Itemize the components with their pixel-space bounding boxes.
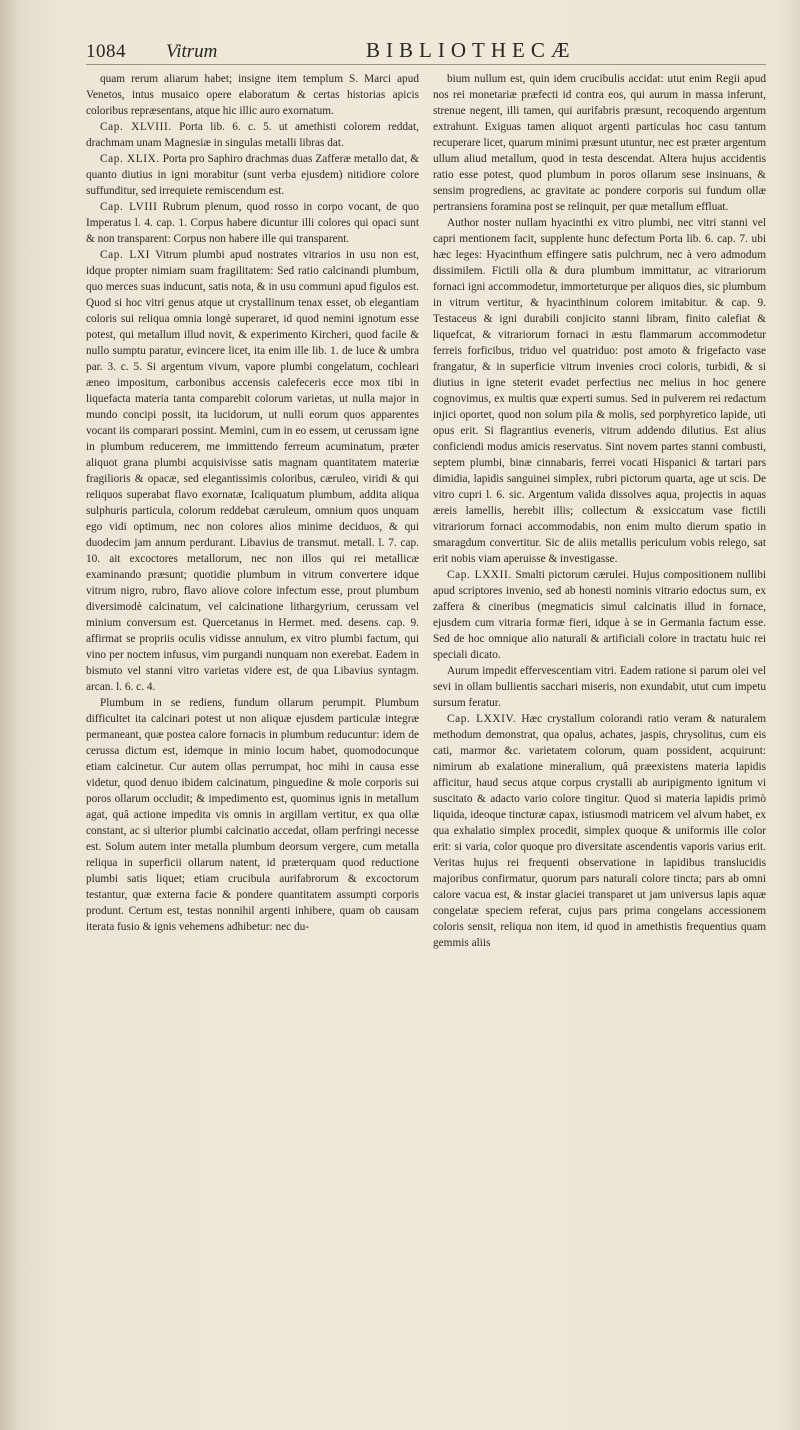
paragraph-text: Hæc crystallum colorandi ratio veram & naturalem methodum demonstrat, qua opalus, achates, jaspis, chrysolitus, cum eis cati, marmor &c. varietatem colorum, quam possident, acquirunt: nimirum ab exalatione mineralium, quâ præexistens materia lapidis afficitur, haud secus atque corpus crystalli ab auripigmento ignitum vi suscitato & adacto vario colore tingitur. Quod si materia lapidis primò liquida, ideoque tincturæ capax, istiusmodi matricem vel alvum habet, ex qua exhalatio simplex procedit, simplex quoque & uniformis ille color erit: si varia, color quoque pro diversitate ascendentis vaporis varius erit. Veritas hujus rei frequenti observatione in lapidibus translucidis majoribus confirmatur, quorum pars naturali colore tincta; pars ab omni calore vacua est, & instar glaciei transparet ut jam universus lapis aquæ congelatæ speciem referat, cujus pars prima congelans accessionem coloris sensit, reliqua non item, id quod in amethistis frequentius quam gemmis aliis (433, 713, 767, 949)
paragraph (433, 71, 766, 215)
chapter-reference: Cap. XLVIII. (100, 121, 172, 133)
paragraph (433, 711, 766, 951)
running-header (86, 38, 766, 65)
paragraph-text: Rubrum plenum, quod rosso in corpo vocant, de quo Imperatus l. 4. cap. 1. Corpus habere dicuntur illi colores qui opaci sunt & non transparent: Corpus non habere ille qui transparent. (86, 201, 420, 245)
paragraph-text: quam rerum aliarum habet; insigne item templum S. Marci apud Venetos, intus musaico opere elaboratum & certas historias apicis coloribus repræsentans, atque hic illic auro exornatum. (86, 73, 419, 117)
paragraph (86, 199, 419, 247)
running-head-title: BIBLIOTHECÆ (366, 38, 576, 62)
paragraph (86, 695, 419, 935)
chapter-reference: Cap. LXXII. (447, 569, 512, 581)
paragraph (86, 247, 419, 695)
chapter-reference: Cap. LXXIV. (447, 713, 517, 725)
paragraph-text: Aurum impedit effervescentiam vitri. Eadem ratione si parum olei vel sevi in ollam bullientis sacchari miseris, non exundabit, utut cum impetu sursum feratur. (433, 665, 766, 709)
paragraph (86, 119, 419, 151)
paragraph-text: Porta lib. 6. c. 5. ut amethisti colorem reddat, drachmam unam Magnesiæ in singulas metalli libras dat. (86, 121, 419, 149)
chapter-reference: Cap. LVIII (100, 201, 158, 213)
paragraph (433, 663, 766, 711)
paragraph-text: Porta pro Saphiro drachmas duas Zafferæ metallo dat, & quanto diutius in igni morabitur (sunt verba ejusdem) nitidiore colore suffunditur, sed irrequiete remiscendum est. (86, 153, 419, 197)
chapter-reference: Cap. LXI (100, 249, 151, 261)
paragraph (86, 151, 419, 199)
paragraph-text: Plumbum in se rediens, fundum ollarum perumpit. Plumbum difficultet ita calcinari potest ut non aliquæ ejusdem particulæ integræ permaneant, quæ postea calore fornacis in plumbum reducuntur: idem de cerussa dictum est, idemque in minio locum habet, quomodocunque etiam calcinetur. Cur autem ollas perrumpat, hoc mihi in causa esse videtur, quod denuo ibidem calcinatum, pinguedine & mole corporis sui poros ollarum occludit; & impedimento est, quominus ignis in metallum agat, quâ actione impedita vis omnis in argillam vertitur, ex qua ollæ constant, ac si ulterior plumbi calcinatio accedat, ollam perfringi necesse est. Solum autem inter metalla plumbum deorsum vergere, cum metalla reliqua in superficii ollarum natent, id præterquam quod reductione plumbi satis liquet; etiam crucibula aurifabrorum & excoctorum testantur, quæ externa facie & pondere quantitatem assumpti corporis produnt. Certum est, testas nonnihil argenti inhibere, quam ob causam iterata fusio & ignis vehemens adhibetur: nec du- (86, 697, 419, 933)
paragraph-text: Vitrum plumbi apud nostrates vitrarios in usu non est, idque propter nimiam suam fragilitatem: Sed ratio calcinandi plumbum, quo merces suas inducunt, satis nota, & in usu communi apud figulos est. Quod si hoc vitri genus atque ut crystallinum tenax esset, ob elegantiam coloris sui reliqua omnia longè superaret, id quod nemini ignotum esse potest, qui metallum illud novit, & experimento Kircheri, quod facile & nullo sumptu paratur, evincere licet, ita enim ille lib. 1. de luce & umbra par. 3. c. 5. Si argentum vivum, vapore plumbi congelatum, cochleari æneo impositum, carbonibus accensis calefeceris ecce mox tibi in liquefacta materia tanta comparebit colorum varietas, ut nulla major in mundo concipi possit, ita lucidorum, ut nulli eorum quos apparentes vocant iis comparari possint. Memini, cum in eo essem, ut cerussam igne in plumbum reducerem, me immittendo ferreum acuminatum, præter aliquot grana plumbi acquisivisse satis magnam quantitatem materiæ fragilioris & opacæ, sed elegantissimis coloribus, cæruleo, viridi & qui reliquos superabat flavo exornatæ, Icaliquatum plumbum, addita aliqua sulphuris particula, colorum reddebat cæruleum, omnium quos unquam ego vidi optimum, nec non colores alios minime deciduos, & qui duodecim jam annum perdurant. Libavius de transmut. metall. l. 7. cap. 10. ait excoctores metallorum, nec non illos qui rei metallicæ examinando præsunt; quotidie plumbum in vitrum convertere idque vitrum nigro, rubro, flavo aliove colore infectum esse, prout plumbum diversimodè calcinatum, vel calcinatione lithargyrium, cerussam vel minium conversum est. Quercetanus in Hermet. med. desens. cap. 9. affirmat se propriis oculis vidisse annulum, ex vitro plumbi factum, qui vino per noctem infusus, vim purgandi nunquam non exerebat. Eadem in bismuto vel stanni vitro varietas videre est, de qua Libavius syntagm. arcan. l. 6. c. 4. (86, 249, 419, 693)
chapter-reference: Cap. XLIX. (100, 153, 160, 165)
paragraph (433, 567, 766, 663)
page-number: 1084 (86, 41, 126, 62)
right-column (433, 71, 766, 951)
running-head-left: Vitrum (166, 41, 218, 62)
paragraph (86, 71, 419, 119)
paragraph-text: Smalti pictorum cærulei. Hujus compositionem nullibi apud scriptores invenio, sed ab honesti nominis vitrario edoctus sum, ex zaffera & cineribus (megmaticis simul calcinatis illud in fornace, ejusdem cum vitraria formæ fieri, idque à se in Germania factum esse. Sed de hoc omnique alio naturali & artificiali colore in tractatu huic rei speciali dicato. (433, 569, 767, 661)
paragraph-text: Author noster nullam hyacinthi ex vitro plumbi, nec vitri stanni vel capri mentionem facit, supplente hunc defectum Porta lib. 6. cap. 7. ubi hæc leges: Hyacinthum effingere satis pulchrum, nec à vero admodum dissimilem. Fictili olla & dura plumbum immittatur, ac vitrariorum fornaci igni accommodetur, immorteturque per aliquos dies, sic plumbum in vitrum vertitur, & hyacinthinum colorem imitabitur. & cap. 9. Testaceus & igni durabili conjicito stanni libram, finito calefiat & liquefcat, & vitrariorum fornaci in æstu flammarum accommodetur ferreis forficibus, triduo vel quatriduo: post amoto & frigefacto vase frangatur, & in superficie vitrum invenies croci coloris, turbidi, & si diutius in igne steterit evadet perfectius nec melius in hoc genere cognovimus, ex multis quæ experti sumus. Sed in pulverem rei redactum injici oportet, quod non solum pila & molis, sed porphyretico lapide, uti opus erit. Si flagrantius eveneris, vitrum addendo dilutius. Est alius conficiendi modus amicis reservatus. Sint novem partes stanni combusti, septem plumbi, binæ cinnabaris, ferrei vocati Hispanici & tartari pars dimidia, lapidis sanguinei simplex, rubri pictorum quarta, age ut scis. De vitro cupri l. 6. sic. Argentum valida dissolves aqua, projectis in aquas æreis lamellis, herebit illis; collectum & exsiccatum vase fictili vitrariorum fornaci accommodabis, non enim multo dierum spatio in smaragdum convertitur. Sic de aliis metallis periculum vobis relego, sat erit nobis viam aperuisse & investigasse. (433, 217, 766, 565)
paragraph (433, 215, 766, 567)
paragraph-text: bium nullum est, quin idem crucibulis accidat: utut enim Regii apud nos rei monetariæ præfecti id contra eos, qui aurum in massa inferunt, strenue negent, illi tamen, qui aurifabris præsunt, recoquendo argentum extrahunt. Exiguas tamen aliquot argenti particulas hoc casu tantum recuperare licet, quarum minimi præsunt utuntur, nec est præter argentum ullum aliud metallum, quod in testa descendat. Altera hujus accidentis ratio esse potest, quod plumbum in poros ollarum sese insinuans, & sensim progrediens, ac gravitate ac pondere corporis sui fundum ollæ pertransiens foramina post se relinquit, per quæ metallum effluat. (433, 73, 766, 213)
text-columns (86, 71, 766, 951)
page-spine-shadow (0, 0, 18, 1430)
left-column (86, 71, 419, 951)
